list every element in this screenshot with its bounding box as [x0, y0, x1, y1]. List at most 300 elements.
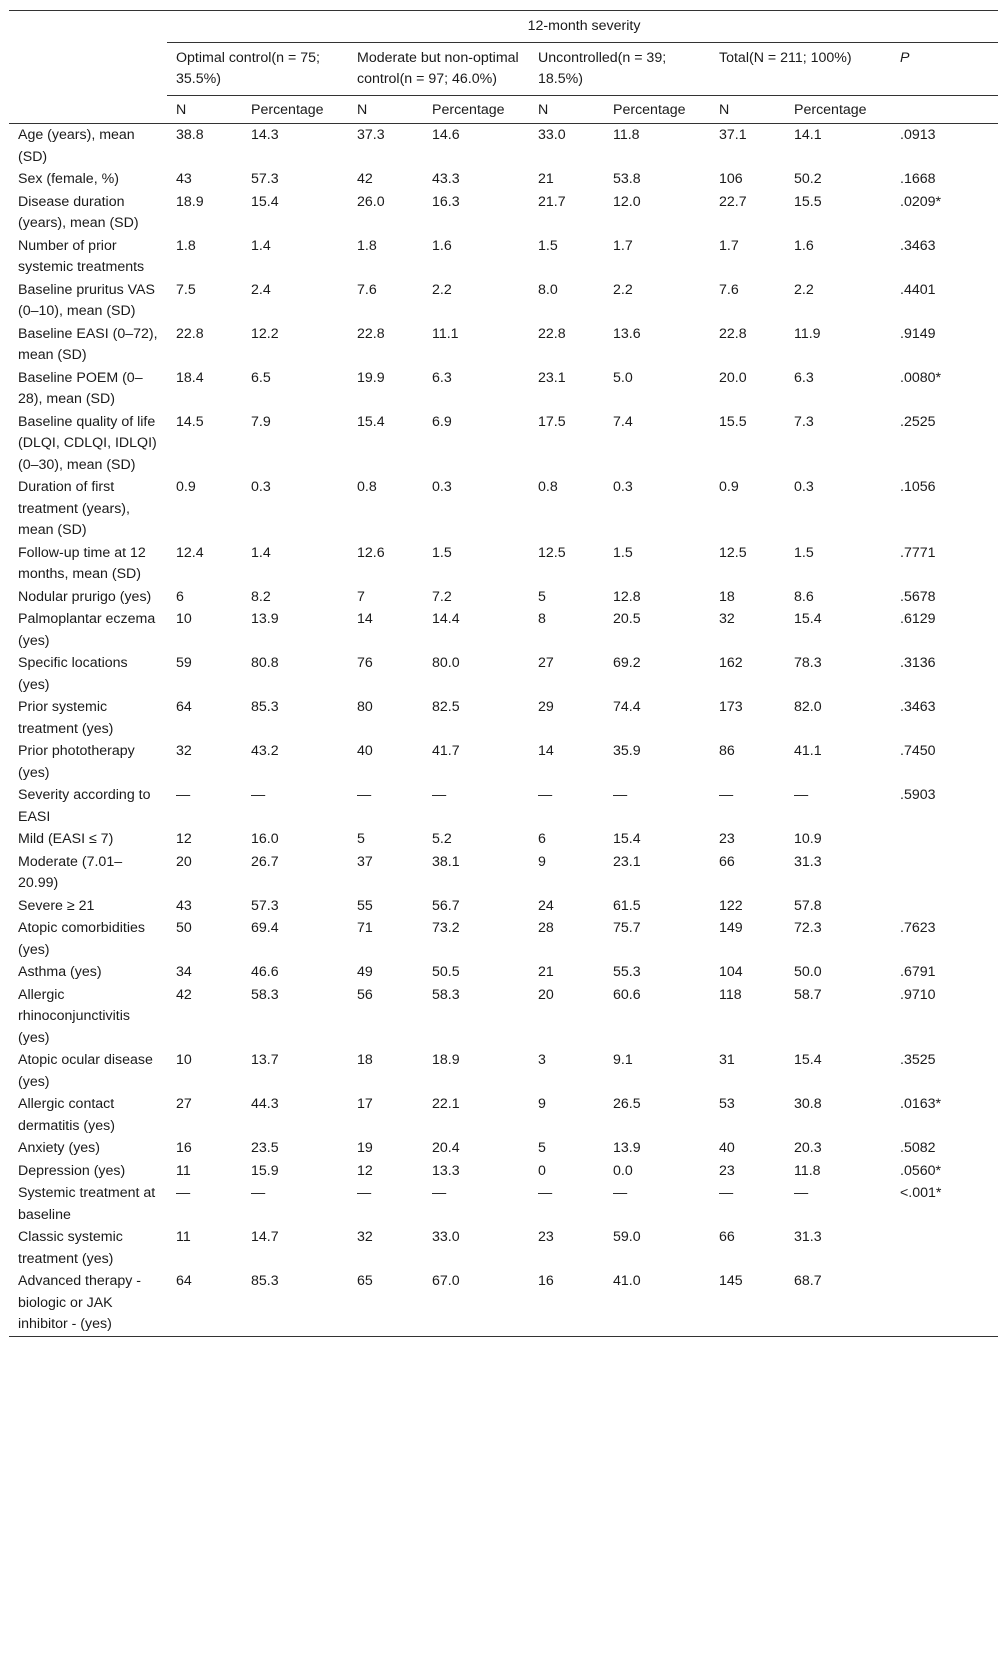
row-label: Follow-up time at 12 months, mean (SD): [18, 544, 146, 582]
header-row-group: [9, 11, 998, 43]
cell-n: 17: [357, 1096, 373, 1112]
cell-percentage: 13.9: [251, 611, 279, 627]
cell-n: 5: [357, 831, 365, 847]
cell-percentage: 14.7: [251, 1229, 279, 1245]
row-label: Systemic treatment at baseline: [18, 1185, 156, 1223]
row-label: Advanced therapy - biologic or JAK inhibitor - (yes): [9, 1270, 167, 1336]
cell-percentage: 11.1: [432, 325, 459, 342]
cell-percentage: —: [613, 1185, 628, 1201]
cell-percentage: 2.2: [613, 281, 633, 298]
cell-percentage: 15.9: [251, 1162, 279, 1179]
row-label: Duration of first treatment (years), mean (SD): [18, 479, 130, 538]
row-label: Palmoplantar eczema (yes): [18, 611, 156, 649]
cell-n: 23: [719, 1162, 735, 1179]
row-label: Nodular prurigo (yes): [18, 588, 152, 605]
cell-percentage: 50.0: [794, 964, 822, 980]
cell-percentage: 69.4: [251, 920, 279, 936]
cell-n: 8: [538, 611, 546, 627]
table-row: [9, 323, 998, 367]
cell-percentage: 31.3: [794, 853, 822, 870]
cell-n: 37: [357, 853, 373, 870]
cell-percentage: 1.6: [432, 237, 452, 254]
cell-n: 15.5: [719, 413, 747, 430]
cell-n: 38.8: [176, 127, 204, 143]
cell-n: 145: [710, 1270, 785, 1336]
cell-percentage: 12.2: [251, 325, 279, 342]
cell-percentage: 41.0: [604, 1270, 710, 1336]
cell-n: 18.4: [176, 369, 204, 386]
row-label: Severe ≥ 21: [18, 897, 95, 914]
cell-n: 37.1: [719, 127, 747, 143]
cell-n: 5: [538, 1140, 546, 1156]
cell-n: 0: [538, 1162, 546, 1179]
cell-percentage: 73.2: [432, 920, 460, 936]
cell-percentage: 15.4: [613, 831, 641, 847]
cell-n: 10: [176, 611, 192, 627]
table-row: [9, 1137, 998, 1160]
baseline-characteristics-table: [9, 10, 998, 1337]
cell-n: 10: [176, 1052, 192, 1068]
cell-n: —: [176, 1185, 191, 1201]
cell-p-value: .3463: [900, 237, 936, 254]
cell-percentage: 41.1: [794, 743, 822, 759]
row-label: Age (years), mean (SD): [18, 127, 135, 165]
cell-n: 7.5: [176, 281, 196, 298]
cell-percentage: 1.5: [432, 544, 452, 561]
row-label: Mild (EASI ≤ 7): [18, 831, 114, 847]
cell-percentage: 6.3: [432, 369, 452, 386]
cell-percentage: 31.3: [794, 1229, 822, 1245]
header-row-groups: [9, 42, 998, 95]
cell-n: 12: [357, 1162, 373, 1179]
cell-percentage: —: [251, 1185, 266, 1201]
cell-n: 66: [719, 853, 735, 870]
cell-percentage: 85.3: [242, 1270, 348, 1336]
cell-percentage: —: [432, 1185, 447, 1201]
cell-percentage: 13.6: [613, 325, 641, 342]
cell-p-value: .4401: [900, 281, 936, 298]
table-row: [9, 191, 998, 235]
cell-n: 173: [719, 699, 743, 715]
cell-percentage: 0.3: [613, 479, 633, 495]
row-label: Depression (yes): [18, 1162, 126, 1179]
table-row: [9, 542, 998, 586]
cell-n: 1.8: [357, 237, 377, 254]
cell-percentage: 80.8: [251, 655, 279, 671]
row-label: Disease duration (years), mean (SD): [18, 193, 139, 231]
cell-n: 31: [719, 1052, 735, 1068]
cell-percentage: 55.3: [613, 964, 641, 980]
cell-n: 0.9: [719, 479, 739, 495]
header-blank-cell: [9, 95, 167, 124]
cell-percentage: 2.2: [432, 281, 452, 298]
table-row: [9, 1182, 998, 1226]
cell-n: 6: [176, 588, 184, 605]
table-row: [9, 168, 998, 191]
cell-p-value: .6791: [900, 964, 936, 980]
cell-percentage: 16.3: [432, 193, 460, 210]
cell-n: 21.7: [538, 193, 566, 210]
cell-p-value: [891, 828, 998, 851]
cell-percentage: 8.2: [251, 588, 271, 605]
cell-n: 9: [538, 1096, 546, 1112]
cell-n: 9: [538, 853, 546, 870]
cell-percentage: 43.2: [251, 743, 279, 759]
cell-percentage: 72.3: [794, 920, 822, 936]
cell-n: 42: [176, 986, 192, 1003]
cell-percentage: 6.5: [251, 369, 271, 386]
cell-n: 22.8: [357, 325, 385, 342]
cell-percentage: 74.4: [613, 699, 641, 715]
cell-n: 43: [176, 897, 192, 914]
row-label: Baseline pruritus VAS (0–10), mean (SD): [18, 281, 155, 319]
cell-percentage: 11.8: [613, 127, 640, 143]
cell-percentage: 7.4: [613, 413, 633, 430]
cell-n: 19.9: [357, 369, 385, 386]
cell-percentage: 10.9: [794, 831, 822, 847]
table-row: [9, 1226, 998, 1270]
cell-percentage: 82.0: [794, 699, 822, 715]
cell-n: 12.4: [176, 544, 204, 561]
cell-n: 18: [357, 1052, 373, 1068]
cell-n: —: [719, 1185, 734, 1201]
cell-n: 14.5: [176, 413, 204, 430]
cell-n: 64: [167, 1270, 242, 1336]
cell-percentage: 20.4: [432, 1140, 460, 1156]
row-label: Number of prior systemic treatments: [18, 237, 145, 275]
cell-n: 12.5: [538, 544, 566, 561]
cell-percentage: 11.8: [794, 1162, 821, 1179]
cell-n: 40: [357, 743, 373, 759]
table-row: [9, 279, 998, 323]
cell-n: 29: [538, 699, 554, 715]
table-row: [9, 652, 998, 696]
cell-p-value: .0209*: [900, 193, 942, 210]
group-header-12-month-severity: 12-month severity: [167, 11, 998, 43]
cell-n: 15.4: [357, 413, 385, 430]
table-row: [9, 984, 998, 1050]
group-optimal-control: Optimal control(n = 75; 35.5%): [167, 42, 348, 95]
cell-percentage: 50.2: [794, 171, 822, 187]
group-uncontrolled: Uncontrolled(n = 39; 18.5%): [529, 42, 710, 95]
cell-percentage: 61.5: [613, 897, 641, 914]
cell-percentage: 20.3: [794, 1140, 822, 1156]
cell-p-value: .0913: [900, 127, 936, 143]
cell-n: 122: [719, 897, 743, 914]
table-row: [9, 851, 998, 895]
cell-percentage: 23.5: [251, 1140, 279, 1156]
cell-n: 1.8: [176, 237, 196, 254]
table-row: [9, 1270, 998, 1336]
cell-p-value: .3463: [900, 699, 936, 715]
group-moderate-control: Moderate but non-optimal control(n = 97; 46.0%): [348, 42, 529, 95]
cell-p-value: .3136: [900, 655, 936, 671]
row-label: Atopic ocular disease (yes): [18, 1052, 153, 1090]
cell-p-value: .7450: [900, 743, 936, 759]
cell-percentage: 18.9: [432, 1052, 460, 1068]
cell-p-value: .3525: [900, 1052, 936, 1068]
subheader-percentage: Percentage: [423, 95, 529, 124]
cell-n: 0.8: [538, 479, 558, 495]
cell-percentage: 13.7: [251, 1052, 279, 1068]
cell-n: —: [357, 1185, 372, 1201]
cell-p-value: .0560*: [900, 1162, 942, 1179]
cell-n: 7.6: [719, 281, 739, 298]
cell-percentage: 7.2: [432, 588, 452, 605]
cell-n: 50: [176, 920, 192, 936]
subheader-n: N: [167, 95, 242, 124]
cell-percentage: 23.1: [613, 853, 641, 870]
cell-p-value: .2525: [900, 413, 936, 430]
cell-percentage: 6.3: [794, 369, 814, 386]
cell-n: 7.6: [357, 281, 377, 298]
cell-n: 86: [719, 743, 735, 759]
cell-percentage: 30.8: [794, 1096, 822, 1112]
cell-n: 53: [719, 1096, 735, 1112]
cell-percentage: 1.7: [613, 237, 633, 254]
cell-n: 19: [357, 1140, 373, 1156]
cell-n: 66: [719, 1229, 735, 1245]
cell-n: 22.8: [176, 325, 204, 342]
row-label: Baseline quality of life (DLQI, CDLQI, IDLQI) (0–30), mean (SD): [18, 413, 157, 473]
subheader-n: N: [710, 95, 785, 124]
cell-percentage: 44.3: [251, 1096, 279, 1112]
cell-percentage: —: [613, 787, 628, 803]
cell-n: 12: [176, 831, 192, 847]
cell-p-value: .1056: [900, 479, 936, 495]
cell-n: —: [719, 787, 734, 803]
cell-percentage: 43.3: [432, 171, 460, 187]
cell-percentage: 67.0: [423, 1270, 529, 1336]
row-label: Baseline EASI (0–72), mean (SD): [18, 325, 158, 363]
table-row: [9, 1049, 998, 1093]
cell-percentage: 57.8: [794, 897, 822, 914]
cell-n: 43: [176, 171, 192, 187]
table-row: [9, 740, 998, 784]
subheader-percentage: Percentage: [604, 95, 710, 124]
cell-percentage: 75.7: [613, 920, 641, 936]
cell-n: —: [357, 787, 372, 803]
cell-n: 34: [176, 964, 192, 980]
cell-percentage: 58.7: [794, 986, 822, 1003]
cell-n: 20.0: [719, 369, 747, 386]
cell-n: 24: [538, 897, 554, 914]
table-header: [9, 11, 998, 124]
cell-percentage: 14.1: [794, 127, 822, 143]
cell-n: 0.8: [357, 479, 377, 495]
table-row: [9, 124, 998, 169]
table-row: [9, 895, 998, 918]
cell-percentage: 56.7: [432, 897, 460, 914]
cell-percentage: 60.6: [613, 986, 641, 1003]
subheader-n: N: [529, 95, 604, 124]
row-label: Baseline POEM (0–28), mean (SD): [18, 369, 143, 407]
cell-percentage: 1.5: [794, 544, 814, 561]
cell-percentage: 7.3: [794, 413, 814, 430]
cell-n: 22.7: [719, 193, 747, 210]
cell-n: 21: [538, 171, 554, 187]
table-row: [9, 917, 998, 961]
cell-percentage: 0.3: [794, 479, 814, 495]
table-row: [9, 235, 998, 279]
cell-n: 71: [357, 920, 373, 936]
cell-p-value: [891, 1226, 998, 1270]
cell-percentage: 2.4: [251, 281, 271, 298]
cell-n: 1.7: [719, 237, 739, 254]
cell-percentage: 20.5: [613, 611, 641, 627]
cell-percentage: 80.0: [432, 655, 460, 671]
cell-n: 104: [719, 964, 743, 980]
cell-n: 20: [176, 853, 192, 870]
cell-n: —: [538, 1185, 553, 1201]
cell-p-value: .7623: [900, 920, 936, 936]
cell-n: 16: [529, 1270, 604, 1336]
cell-percentage: 13.3: [432, 1162, 460, 1179]
cell-n: 16: [176, 1140, 192, 1156]
table-row: [9, 784, 998, 828]
cell-n: 32: [176, 743, 192, 759]
cell-percentage: 46.6: [251, 964, 279, 980]
cell-percentage: 57.3: [251, 897, 279, 914]
cell-percentage: 0.3: [251, 479, 271, 495]
cell-n: 3: [538, 1052, 546, 1068]
table-row: [9, 696, 998, 740]
table-row: [9, 961, 998, 984]
cell-percentage: 8.6: [794, 588, 814, 605]
cell-n: 0.9: [176, 479, 196, 495]
cell-n: 80: [357, 699, 373, 715]
cell-percentage: 9.1: [613, 1052, 633, 1068]
cell-n: 55: [357, 897, 373, 914]
cell-n: 49: [357, 964, 373, 980]
cell-n: 23: [538, 1229, 554, 1245]
cell-n: 64: [176, 699, 192, 715]
cell-percentage: 82.5: [432, 699, 460, 715]
cell-percentage: 1.5: [613, 544, 633, 561]
cell-n: —: [176, 787, 191, 803]
cell-n: 14: [357, 611, 373, 627]
subheader-n: N: [348, 95, 423, 124]
cell-percentage: 12.8: [613, 588, 641, 605]
cell-percentage: 57.3: [251, 171, 279, 187]
cell-n: 14: [538, 743, 554, 759]
cell-n: 12.5: [719, 544, 747, 561]
cell-n: 42: [357, 171, 373, 187]
cell-percentage: 0.3: [432, 479, 452, 495]
subheader-percentage: Percentage: [785, 95, 891, 124]
cell-n: 33.0: [538, 127, 566, 143]
row-label: Specific locations (yes): [18, 655, 128, 693]
cell-n: 1.5: [538, 237, 558, 254]
row-label: Prior systemic treatment (yes): [18, 699, 114, 737]
cell-p-value: <.001*: [900, 1185, 942, 1201]
cell-p-value: .1668: [900, 171, 936, 187]
subheader-blank: [891, 95, 998, 124]
cell-percentage: 15.4: [794, 611, 822, 627]
cell-percentage: —: [251, 787, 266, 803]
cell-n: 26.0: [357, 193, 385, 210]
group-total: Total(N = 211; 100%): [710, 42, 891, 95]
header-corner-cell: [9, 11, 167, 43]
cell-p-value: .5082: [900, 1140, 936, 1156]
cell-percentage: —: [432, 787, 447, 803]
cell-n: 27: [176, 1096, 192, 1112]
cell-p-value: [891, 851, 998, 895]
cell-percentage: 53.8: [613, 171, 641, 187]
table-row: [9, 1093, 998, 1137]
cell-n: 106: [719, 171, 743, 187]
table-row: [9, 476, 998, 542]
table-row: [9, 828, 998, 851]
cell-p-value: .5678: [900, 588, 936, 605]
cell-n: 22.8: [719, 325, 747, 342]
cell-p-value: [891, 1270, 998, 1336]
cell-percentage: 5.2: [432, 831, 452, 847]
cell-n: 6: [538, 831, 546, 847]
cell-percentage: 14.3: [251, 127, 279, 143]
cell-n: 76: [357, 655, 373, 671]
cell-percentage: 16.0: [251, 831, 279, 847]
cell-percentage: 14.4: [432, 611, 460, 627]
cell-n: 118: [719, 986, 742, 1003]
cell-n: 22.8: [538, 325, 566, 342]
p-value-header: P: [891, 42, 998, 95]
cell-percentage: 26.5: [613, 1096, 641, 1112]
cell-n: 18.9: [176, 193, 204, 210]
cell-n: 12.6: [357, 544, 385, 561]
table-body: [9, 124, 998, 1337]
cell-n: 5: [538, 588, 546, 605]
cell-n: 149: [719, 920, 743, 936]
header-row-subcolumns: [9, 95, 998, 124]
cell-percentage: 41.7: [432, 743, 460, 759]
cell-p-value: .6129: [900, 611, 936, 627]
row-label: Prior phototherapy (yes): [18, 743, 135, 781]
cell-percentage: 35.9: [613, 743, 641, 759]
cell-n: 7: [357, 588, 365, 605]
cell-p-value: .0163*: [900, 1096, 942, 1112]
cell-percentage: 58.3: [251, 986, 279, 1003]
cell-percentage: 69.2: [613, 655, 641, 671]
cell-n: 23: [719, 831, 735, 847]
cell-n: 18: [719, 588, 735, 605]
cell-p-value: .9710: [900, 986, 936, 1003]
table-row: [9, 586, 998, 609]
cell-percentage: 50.5: [432, 964, 460, 980]
cell-percentage: —: [794, 787, 809, 803]
cell-p-value: .9149: [900, 325, 936, 342]
cell-n: 40: [719, 1140, 735, 1156]
cell-percentage: 78.3: [794, 655, 822, 671]
cell-percentage: —: [794, 1185, 809, 1201]
row-label: Moderate (7.01–20.99): [18, 853, 123, 891]
row-label: Anxiety (yes): [18, 1140, 100, 1156]
cell-percentage: 26.7: [251, 853, 279, 870]
cell-percentage: 1.4: [251, 237, 271, 254]
cell-percentage: 5.0: [613, 369, 633, 386]
cell-percentage: 6.9: [432, 413, 452, 430]
cell-n: 17.5: [538, 413, 566, 430]
row-label: Severity according to EASI: [18, 787, 151, 825]
row-label: Atopic comorbidities (yes): [18, 920, 145, 958]
cell-n: 8.0: [538, 281, 558, 298]
cell-percentage: 22.1: [432, 1096, 460, 1112]
cell-n: 59: [176, 655, 192, 671]
cell-n: 32: [357, 1229, 373, 1245]
cell-percentage: 2.2: [794, 281, 814, 298]
cell-percentage: 7.9: [251, 413, 271, 430]
cell-n: 20: [538, 986, 554, 1003]
